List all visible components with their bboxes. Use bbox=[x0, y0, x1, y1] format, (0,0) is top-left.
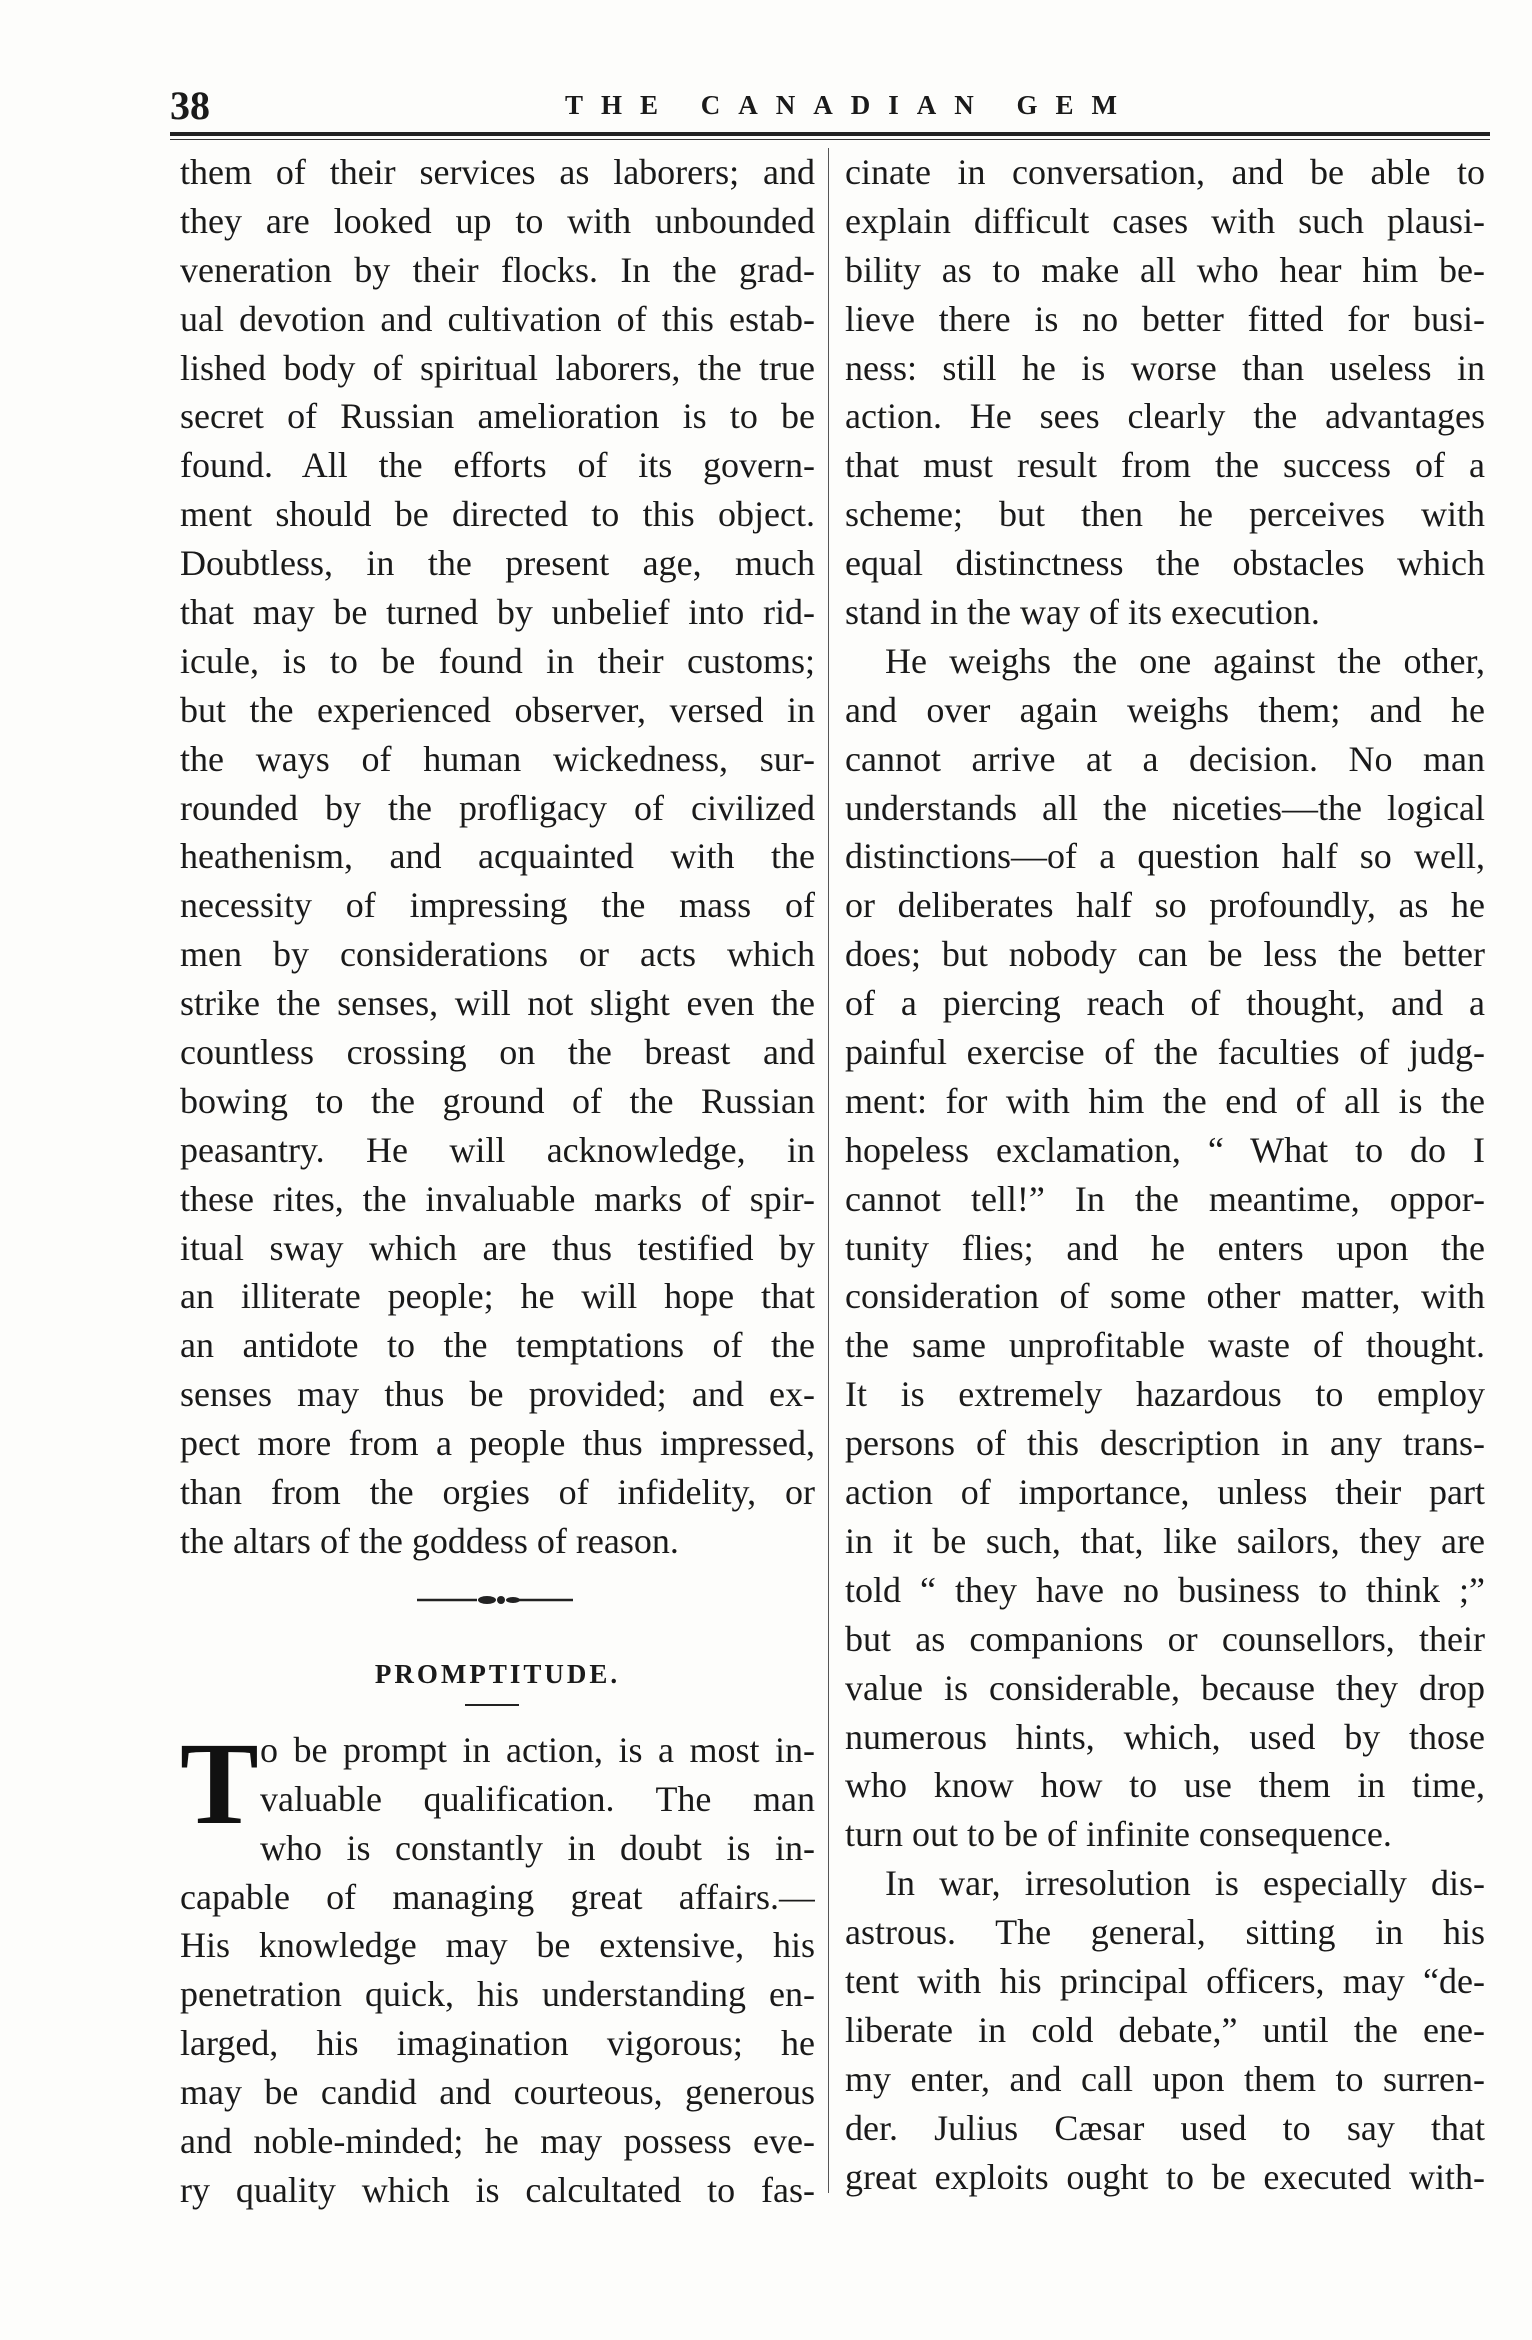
text-line: of a piercing reach of thought, and a bbox=[845, 983, 1485, 1024]
text-line: secret of Russian amelioration is to be bbox=[180, 396, 815, 437]
text-line: scheme; but then he perceives with bbox=[845, 494, 1485, 535]
text-line: consideration of some other matter, with bbox=[845, 1276, 1485, 1317]
text-line: larged, his imagination vigorous; he bbox=[180, 2023, 815, 2064]
text-line: and noble-minded; he may possess eve- bbox=[180, 2120, 815, 2161]
text-line: that must result from the success of a bbox=[845, 445, 1485, 486]
text-line: told “ they have no business to think ;” bbox=[845, 1569, 1485, 1610]
paragraph-promptitude bbox=[180, 1717, 815, 2215]
text-line: o be prompt in action, is a most in- bbox=[260, 1729, 815, 1770]
text-line: He weighs the one against the other, bbox=[885, 640, 1485, 681]
text-line: ry quality which is calcultated to fas- bbox=[180, 2169, 815, 2210]
text-line: rounded by the profligacy of civilized bbox=[180, 787, 815, 828]
paragraph-irresolute-man bbox=[845, 148, 1485, 637]
text-line: lieve there is no better fitted for busi- bbox=[845, 298, 1485, 339]
text-line: necessity of impressing the mass of bbox=[180, 885, 815, 926]
text-line: der. Julius Cæsar used to say that bbox=[845, 2107, 1485, 2148]
text-line: may be candid and courteous, generous bbox=[180, 2072, 815, 2113]
text-line: capable of managing great affairs.— bbox=[180, 1876, 815, 1917]
text-line: but as companions or counsellors, their bbox=[845, 1618, 1485, 1659]
text-line: icule, is to be found in their customs; bbox=[180, 640, 815, 681]
text-line: them of their services as laborers; and bbox=[180, 152, 815, 192]
text-line: valuable qualification. The man bbox=[260, 1778, 815, 1819]
ornament-divider bbox=[180, 1566, 815, 1634]
text-line: penetration quick, his understanding en- bbox=[180, 1974, 815, 2015]
text-line: they are looked up to with unbounded bbox=[180, 200, 815, 241]
text-line: an illiterate people; he will hope that bbox=[180, 1276, 815, 1317]
text-line: persons of this description in any trans- bbox=[845, 1423, 1485, 1464]
text-line: who know how to use them in time, bbox=[845, 1765, 1485, 1806]
paragraph-russian-peasantry bbox=[180, 148, 815, 1566]
text-line: lished body of spiritual laborers, the true bbox=[180, 347, 815, 388]
text-line: tent with his principal officers, may “de- bbox=[845, 1960, 1485, 2001]
text-line: does; but nobody can be less the better bbox=[845, 934, 1485, 975]
ornament-divider-icon bbox=[415, 1590, 575, 1610]
text-line: explain difficult cases with such plausi- bbox=[845, 200, 1485, 241]
text-line: Doubtless, in the present age, much bbox=[180, 543, 815, 584]
text-line: stand in the way of its execution. bbox=[845, 592, 1320, 633]
text-line: His knowledge may be extensive, his bbox=[180, 1925, 815, 1966]
text-line: ness: still he is worse than useless in bbox=[845, 347, 1485, 388]
text-line: that may be turned by unbelief into rid- bbox=[180, 592, 815, 633]
text-line: the ways of human wickedness, sur- bbox=[180, 738, 815, 779]
page-header bbox=[170, 82, 1490, 132]
text-line: than from the orgies of infidelity, or bbox=[180, 1472, 815, 1513]
page-number: 38 bbox=[170, 83, 210, 128]
text-line: ual devotion and cultivation of this estab- bbox=[180, 298, 815, 339]
text-line: veneration by their flocks. In the grad- bbox=[180, 249, 815, 290]
text-line: action of importance, unless their part bbox=[845, 1472, 1485, 1513]
right-column bbox=[845, 148, 1485, 2201]
text-line: bility as to make all who hear him be- bbox=[845, 249, 1485, 290]
column-divider bbox=[828, 148, 829, 2193]
text-line: peasantry. He will acknowledge, in bbox=[180, 1129, 815, 1170]
text-line: countless crossing on the breast and bbox=[180, 1032, 815, 1073]
text-line: numerous hints, which, used by those bbox=[845, 1716, 1485, 1757]
text-line: hopeless exclamation, “ What to do I bbox=[845, 1129, 1485, 1170]
text-line: my enter, and call upon them to surren- bbox=[845, 2058, 1485, 2099]
text-line: or deliberates half so profoundly, as he bbox=[845, 885, 1485, 926]
text-line: heathenism, and acquainted with the bbox=[180, 836, 815, 877]
header-rule-thin bbox=[170, 139, 1490, 140]
text-line: these rites, the invaluable marks of spir- bbox=[180, 1178, 815, 1219]
drop-cap-initial: T bbox=[180, 1717, 259, 1849]
text-line: in it be such, that, like sailors, they are bbox=[845, 1520, 1485, 1561]
text-line: understands all the niceties—the logical bbox=[845, 787, 1485, 828]
text-line: found. All the efforts of its govern- bbox=[180, 445, 815, 486]
running-head: THE CANADIAN GEM bbox=[564, 90, 1135, 120]
text-line: value is considerable, because they drop bbox=[845, 1667, 1485, 1708]
text-line: turn out to be of infinite consequence. bbox=[845, 1814, 1392, 1855]
text-line: distinctions—of a question half so well, bbox=[845, 836, 1485, 877]
text-line: senses may thus be provided; and ex- bbox=[180, 1374, 815, 1415]
text-line: strike the senses, will not slight even the bbox=[180, 983, 815, 1024]
text-line: an antidote to the temptations of the bbox=[180, 1325, 815, 1366]
text-line: pect more from a people thus impressed, bbox=[180, 1423, 815, 1464]
section-title: PROMPTITUDE. bbox=[374, 1658, 621, 1689]
text-line: cannot tell!” In the meantime, oppor- bbox=[845, 1178, 1485, 1219]
text-line: and over again weighs them; and he bbox=[845, 689, 1485, 730]
text-line: It is extremely hazardous to employ bbox=[845, 1374, 1485, 1415]
text-line: the altars of the goddess of reason. bbox=[180, 1520, 679, 1561]
text-line: tunity flies; and he enters upon the bbox=[845, 1227, 1485, 1268]
left-column bbox=[180, 148, 815, 2215]
header-rule-thick bbox=[170, 132, 1490, 136]
text-line: but the experienced observer, versed in bbox=[180, 689, 815, 730]
text-line: painful exercise of the faculties of judg- bbox=[845, 1032, 1485, 1073]
short-rule bbox=[180, 1696, 815, 1726]
text-line: astrous. The general, sitting in his bbox=[845, 1912, 1485, 1953]
text-line: ment: for with him the end of all is the bbox=[845, 1080, 1485, 1121]
text-line: ment should be directed to this object. bbox=[180, 494, 815, 535]
text-line: the same unprofitable waste of thought. bbox=[845, 1325, 1485, 1366]
paragraph-weighs bbox=[845, 637, 1485, 1859]
text-line: bowing to the ground of the Russian bbox=[180, 1080, 815, 1121]
text-line: equal distinctness the obstacles which bbox=[845, 543, 1485, 584]
paragraph-war bbox=[845, 1859, 1485, 2201]
text-line: who is constantly in doubt is in- bbox=[260, 1827, 815, 1868]
text-line: cinate in conversation, and be able to bbox=[845, 152, 1485, 192]
text-line: liberate in cold debate,” until the ene- bbox=[845, 2009, 1485, 2050]
text-line: itual sway which are thus testified by bbox=[180, 1227, 815, 1268]
text-line: action. He sees clearly the advantages bbox=[845, 396, 1485, 437]
text-line: In war, irresolution is especially dis- bbox=[885, 1863, 1485, 1904]
text-line: cannot arrive at a decision. No man bbox=[845, 738, 1485, 779]
text-line: great exploits ought to be executed with- bbox=[845, 2156, 1485, 2197]
text-line: men by considerations or acts which bbox=[180, 934, 815, 975]
